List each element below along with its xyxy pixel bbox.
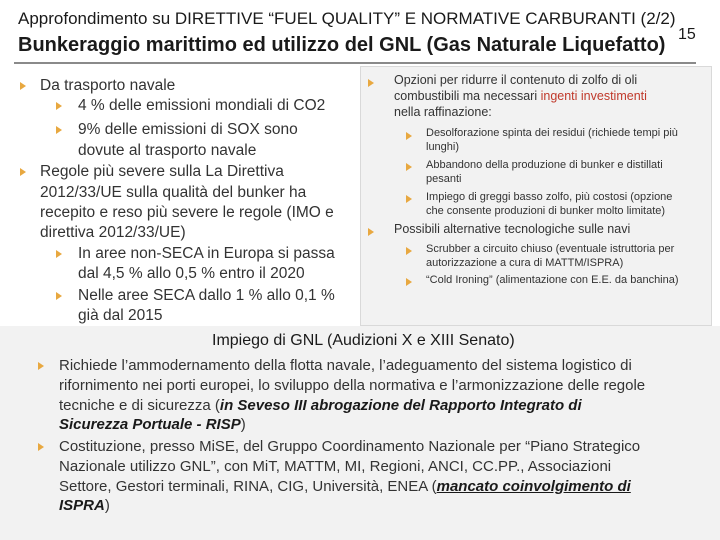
bottom-bullet-text: tecniche e di sicurezza (in Seveso III abrogazione del Rapporto Integrato di [59,397,582,414]
left-bullet-text: recepito e reso più severe le regole (IMO e [40,204,334,221]
bullet-icon [406,247,412,255]
bottom-bullet-text: Costituzione, presso MiSE, del Gruppo Coordinamento Nazionale per “Piano Strategico [59,438,641,455]
section-heading: Impiego di GNL (Audizioni X e XIII Senato) [212,332,515,349]
emphasis-text: in Seveso III abrogazione del Rapporto Integrato di [219,397,582,414]
bullet-icon [20,82,26,90]
right-subbullet-text: lunghi) [426,141,460,153]
left-subbullet-text: Nelle aree SECA dallo 1 % allo 0,1 % [78,287,335,304]
bottom-bullet-text: ISPRA) [59,497,110,514]
left-subbullet-text: dal 4,5 % allo 0,5 % entro il 2020 [78,265,305,282]
right-subbullet-text: “Cold Ironing” (alimentazione con E.E. da banchina) [426,274,679,286]
left-subbullet-text: In aree non-SECA in Europa si passa [78,245,335,262]
left-subbullet-text: già dal 2015 [78,307,163,324]
right-bullet-text: Possibili alternative tecnologiche sulle navi [394,222,631,236]
bottom-bullet-text: Nazionale utilizzo GNL”, con MiT, MATTM, MI, Regioni, ANCI, CC.PP., Associazioni [59,458,612,475]
bullet-icon [20,168,26,176]
bottom-bullet-text: rifornimento nei porti europei, lo sviluppo della normativa e l’armonizzazione delle regole [59,377,646,394]
emphasis-text: Sicurezza Portuale - RISP [59,416,241,433]
bullet-icon [406,132,412,140]
bullet-icon [38,443,44,451]
left-subbullet-text: 9% delle emissioni di SOX sono [78,121,298,138]
right-bullet-text: nella raffinazione: [394,105,492,119]
right-subbullet-text: Desolforazione spinta dei residui (richiede tempi più [426,127,678,139]
bottom-bullet-text: Sicurezza Portuale - RISP) [59,416,246,433]
bullet-icon [406,278,412,286]
page-number: 15 [678,26,696,43]
right-subbullet-text: autorizzazione a cura di MATTM/ISPRA) [426,257,624,269]
right-subbullet-text: che consente produzioni di bunker molto limitate) [426,205,666,217]
right-subbullet-text: pesanti [426,173,462,185]
bullet-icon [56,292,62,300]
right-subbullet-text: Abbandono della produzione di bunker e distillati [426,159,663,171]
left-bullet-text: Da trasporto navale [40,77,176,94]
bullet-icon [38,362,44,370]
title-divider [14,62,696,64]
right-bullet-text: Opzioni per ridurre il contenuto di zolfo di oli [394,73,638,87]
bullet-icon [406,163,412,171]
right-subbullet-text: Scrubber a circuito chiuso (eventuale istruttoria per [426,243,675,255]
bullet-icon [406,195,412,203]
bullet-icon [368,79,374,87]
left-subbullet-text: 4 % delle emissioni mondiali di CO2 [78,97,326,114]
right-bullet-text: combustibili ma necessari ingenti investimenti [394,89,647,103]
bullet-icon [368,228,374,236]
right-subbullet-text: Impiego di greggi basso zolfo, più costosi (opzione [426,191,673,203]
bottom-bullet-text: Settore, Gestori terminali, RINA, CIG, Università, ENEA (mancato coinvolgimento di [59,478,631,495]
slide-subtitle: Approfondimento su DIRETTIVE “FUEL QUALITY” E NORMATIVE CARBURANTI (2/2) [18,9,676,28]
emphasis-text: mancato coinvolgimento di [436,478,631,495]
bullet-icon [56,250,62,258]
left-bullet-text: 2012/33/UE sulla qualità del bunker ha [40,184,307,201]
bottom-bullet-text: Richiede l’ammodernamento della flotta navale, l’adeguamento del sistema logistico di [59,357,632,374]
highlighted-text: ingenti investimenti [540,89,647,103]
emphasis-text: ISPRA [59,497,105,514]
left-bullet-text: Regole più severe sulla La Direttiva [40,163,284,180]
slide-title: Bunkeraggio marittimo ed utilizzo del GNL (Gas Naturale Liquefatto) [18,34,666,56]
bullet-icon [56,102,62,110]
left-bullet-text: direttiva 2012/33/UE) [40,224,186,241]
bullet-icon [56,126,62,134]
left-subbullet-text: dovute al trasporto navale [78,142,257,159]
